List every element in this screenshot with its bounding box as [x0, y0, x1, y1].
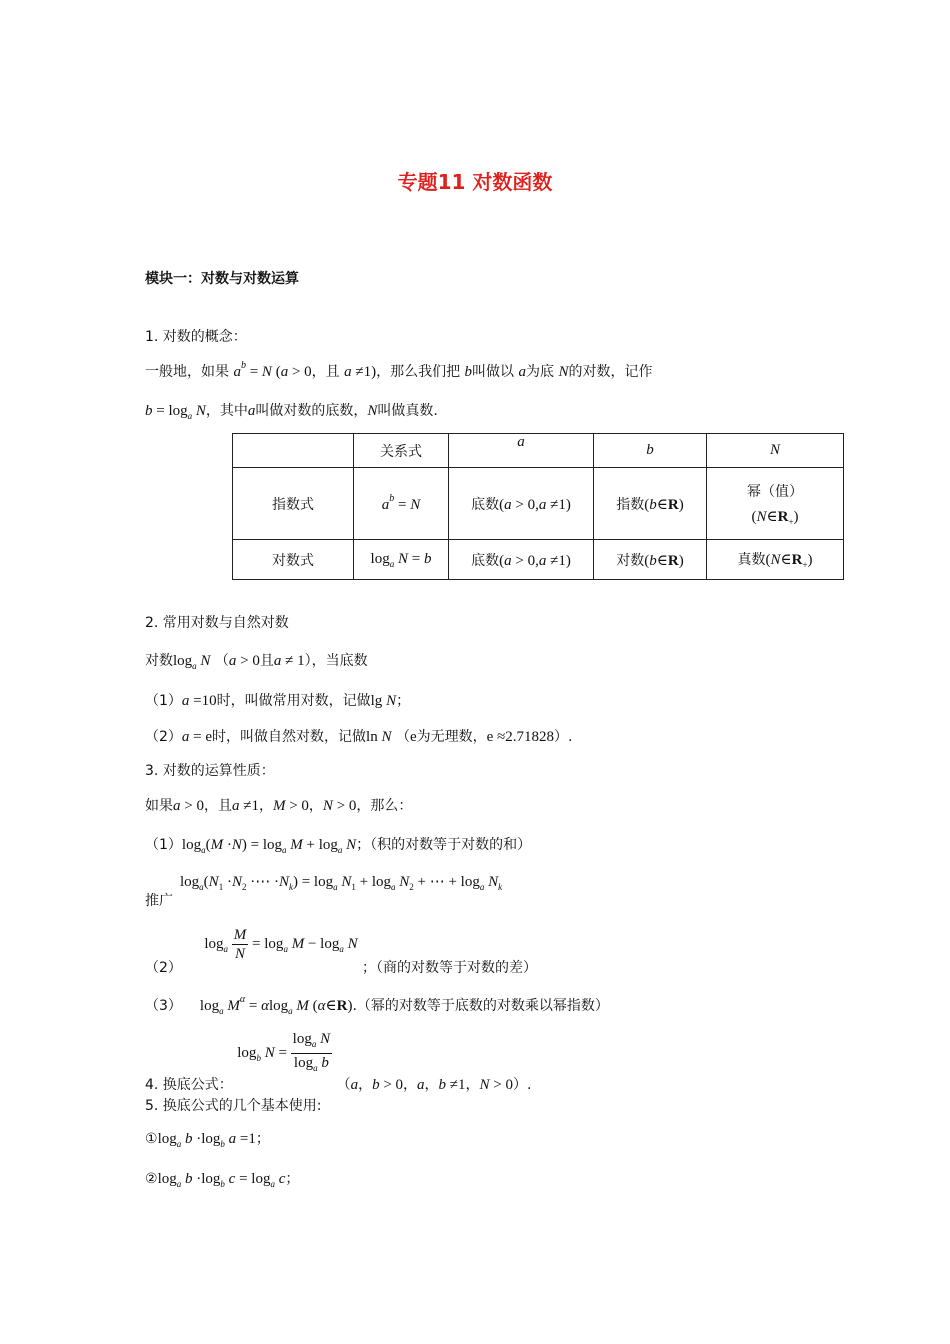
- section-5-item-1: $①\log_a$ $b \cdot\log_b$ a =1；: [145, 1131, 270, 1149]
- section-2-line-1: 对数$\log_a N$ （a > 0且a ≠ 1），当底数: [145, 653, 368, 671]
- table-row: 指数式 $a^b = N$ 底数(a > 0,a ≠1) 指数(b∈R) 幂（值） $(N\in R_+)$: [233, 468, 844, 540]
- page-title: 专题11 对数函数: [397, 170, 553, 194]
- module-heading: 模块一：对数与对数运算: [145, 271, 299, 287]
- property-1: $(1)\log_a(M \cdot N) = \log_a M + \log_a N$；（积的对数等于对数的和）: [145, 837, 532, 855]
- section-2-item-1: （1）a =10时，叫做常用对数，记做lg N；: [145, 693, 411, 709]
- section-4-change-of-base: 4. 换底公式： $\log_b N$ = $\frac{\log_a N}{\log_a b}$ （a，b > 0，a，b ≠1，N > 0）.: [145, 1031, 532, 1093]
- table-row: 对数式 $\log_a N = b$ 底数(a > 0,a ≠1) 对数(b∈R) 真数$(N\in R_+)$: [233, 540, 844, 580]
- section-3-heading: 3. 对数的运算性质：: [145, 763, 275, 779]
- property-generalization-formula: $\log_a(N_1 \cdot N_2$ ·⋯ $\cdot N_k) = \log_a N_1 + \log_a N_2$ + ⋯ + $\log_a N_k$: [180, 874, 503, 892]
- section-2-heading: 2. 常用对数与自然对数: [145, 615, 289, 631]
- section-5-heading: 5. 换底公式的几个基本使用:: [145, 1098, 322, 1114]
- section-5-item-2: $②\log_a$ $b \cdot\log_b$ $c = \log_a c$；: [145, 1171, 300, 1189]
- section-2-item-2: （2）a = e时，叫做自然对数，记做ln N （e为无理数，e ≈2.71828）.: [145, 729, 573, 745]
- property-2: （2） $\log_a$ $\frac{M}{N}$ = $\log_a M - \log_a N$ ；（商的对数等于对数的差）: [145, 927, 538, 976]
- relation-table: [232, 433, 844, 580]
- section-1-line-2: $b = \log_a N$，其中a叫做对数的底数，N叫做真数.: [145, 403, 438, 421]
- section-1-heading: 1. 对数的概念：: [145, 329, 247, 345]
- generalization-label: 推广: [145, 893, 173, 909]
- section-3-condition: 如果a > 0，且a ≠1，M > 0，N > 0，那么：: [145, 798, 413, 814]
- table-header-row: 关系式 a b N: [233, 434, 844, 468]
- section-1-line-1: 一般地，如果 $a^b = N$ (a > 0，且 a ≠1)，那么我们把 b叫做以 a为底 N的对数，记作: [145, 360, 653, 380]
- property-3: （3） $\log_a M^\alpha = \alpha\log_a$ M (α∈R).（幂的对数等于底数的对数乘以幂指数）: [145, 994, 609, 1016]
